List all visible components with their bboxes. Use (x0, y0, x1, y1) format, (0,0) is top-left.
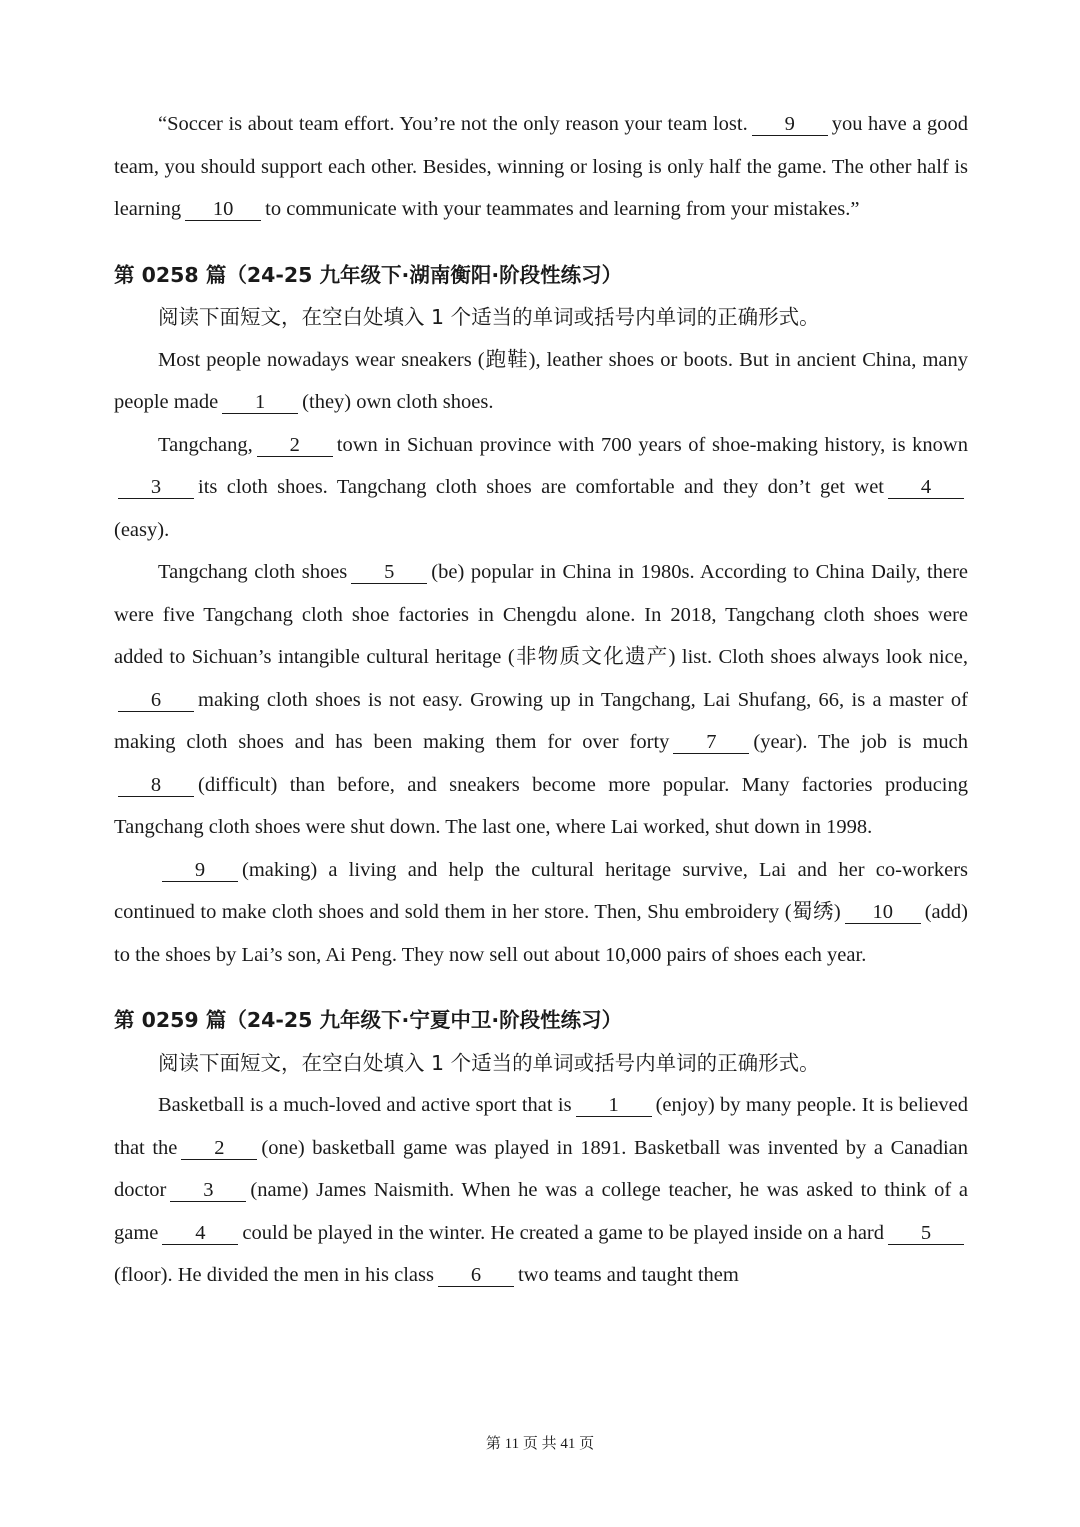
section-heading-0259: 第 0259 篇（24-25 九年级下·宁夏中卫·阶段性练习） (114, 1008, 623, 1032)
instruction-0259: 阅读下面短文，在空白处填入 1 个适当的单词或括号内单词的正确形式。 (158, 1050, 820, 1075)
document-page (114, 103, 968, 1297)
passage-0259-paragraph-1: Basketball is a much-loved and active sport that is 1 (enjoy) by many people. It is believed that the 2 (one) basketball game was played in 1891. Basketball was invented by a Canadian doctor 3 (name) James Naismith. When he was a college teacher, he was asked to think of a game 4 could be played in the winter. He created a game to be played inside on a hard 5(floor). He divided the men in his class 6 two teams and taught them (114, 1094, 968, 1286)
blank-6[interactable]: 6 (118, 689, 194, 712)
blank-7[interactable]: 7 (673, 731, 749, 754)
blank-6[interactable]: 6 (438, 1264, 514, 1287)
blank-3[interactable]: 3 (170, 1179, 246, 1202)
blank-10[interactable]: 10 (845, 901, 921, 924)
blank-5[interactable]: 5 (888, 1222, 964, 1245)
passage-0258-paragraph-1: Most people nowadays wear sneakers (跑鞋), leather shoes or boots. But in ancient China, many people made 1 (they) own cloth shoes. (114, 348, 968, 413)
instruction-0258: 阅读下面短文，在空白处填入 1 个适当的单词或括号内单词的正确形式。 (158, 305, 820, 329)
blank-1[interactable]: 1 (222, 391, 298, 414)
blank-9[interactable]: 9 (752, 113, 828, 136)
passage-0257-end-paragraph: “Soccer is about team effort. You’re not the only reason your team lost. 9 you have a good team, you should support each other. Besides, winning or losing is only half the game. The other half is learning 10 to communicate with your teammates and learning from your mistakes.” (114, 113, 968, 220)
blank-1[interactable]: 1 (576, 1094, 652, 1117)
blank-2[interactable]: 2 (181, 1137, 257, 1160)
passage-0258-paragraph-4: 9 (making) a living and help the cultural heritage survive, Lai and her co-workers continued to make cloth shoes and sold them in her store. Then, Shu embroidery (蜀绣) 10 (add) to the shoes by Lai’s son, Ai Peng. They now sell out about 10,000 pairs of shoes each year. (114, 858, 968, 966)
blank-3[interactable]: 3 (118, 476, 194, 499)
blank-4[interactable]: 4 (162, 1222, 238, 1245)
blank-8[interactable]: 8 (118, 774, 194, 797)
blank-2[interactable]: 2 (257, 434, 333, 457)
blank-4[interactable]: 4 (888, 476, 964, 499)
blank-9[interactable]: 9 (162, 859, 238, 882)
page-footer: 第 11 页 共 41 页 (485, 1436, 595, 1452)
blank-10[interactable]: 10 (185, 198, 261, 221)
section-heading-0258: 第 0258 篇（24-25 九年级下·湖南衡阳·阶段性练习） (114, 262, 623, 287)
blank-5[interactable]: 5 (351, 561, 427, 584)
passage-0258-paragraph-2: Tangchang, 2 town in Sichuan province with 700 years of shoe-making history, is known3 its cloth shoes. Tangchang cloth shoes are comfortable and they don’t get wet 4(easy). (114, 433, 968, 541)
passage-0258-paragraph-3: Tangchang cloth shoes 5 (be) popular in China in 1980s. According to China Daily, there were five Tangchang cloth shoe factories in Chengdu alone. In 2018, Tangchang cloth shoes were added to Sichuan’s intangible cultural heritage (非物质文化遗产) list. Cloth shoes always look nice,6 making cloth shoes is not easy. Growing up in Tangchang, Lai Shufang, 66, is a master of making cloth shoes and has been making them for over forty 7 (year). The job is much8 (difficult) than before, and sneakers become more popular. Many factories producing Tangchang cloth shoes were shut down. The last one, where Lai worked, shut down in 1998. (114, 561, 969, 838)
